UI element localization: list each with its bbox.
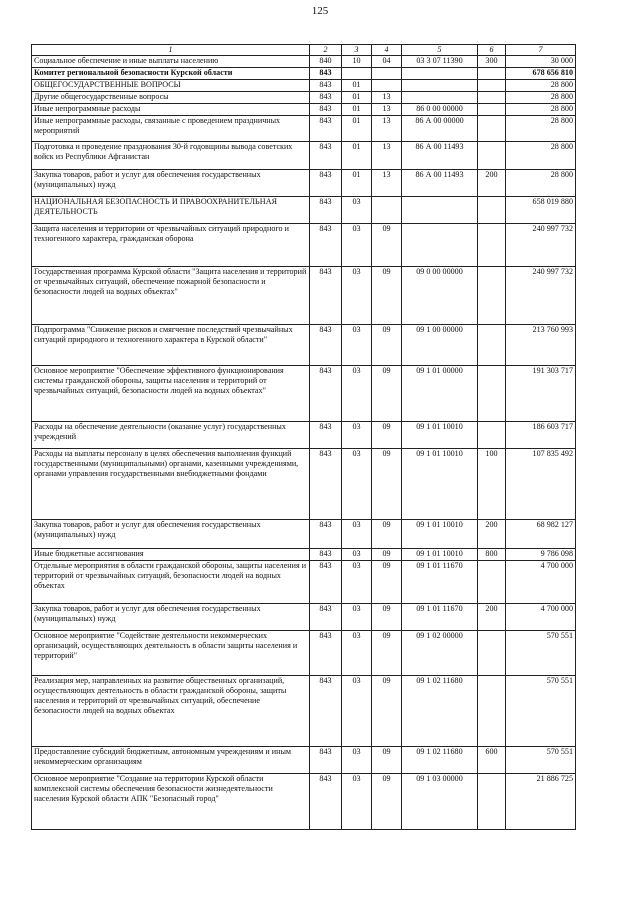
row-name-cell: Предоставление субсидий бюджетным, автономным учреждениям и иным некоммерческим организациям <box>32 747 310 774</box>
row-rz-cell: 03 <box>342 561 372 604</box>
row-name-cell: ОБЩЕГОСУДАРСТВЕННЫЕ ВОПРОСЫ <box>32 80 310 92</box>
row-sum-cell: 191 303 717 <box>506 366 576 422</box>
row-pr-cell: 09 <box>372 774 402 830</box>
table-row <box>32 116 576 142</box>
row-name-cell: Государственная программа Курской области "Защита населения и территорий от чрезвычайных ситуаций, обеспечение пожарной безопасности и безопасности людей на водных объектах" <box>32 267 310 325</box>
column-header: 2 <box>310 45 342 56</box>
table-row <box>32 170 576 197</box>
row-ved-cell: 843 <box>310 774 342 830</box>
row-ved-cell: 843 <box>310 92 342 104</box>
row-csr-cell: 09 1 01 11670 <box>402 561 478 604</box>
row-ved-cell: 843 <box>310 449 342 520</box>
row-pr-cell: 09 <box>372 449 402 520</box>
row-vr-cell: 800 <box>478 549 506 561</box>
row-name-cell: Расходы на обеспечение деятельности (оказание услуг) государственных учреждений <box>32 422 310 449</box>
row-name-cell: Комитет региональной безопасности Курской области <box>32 68 310 80</box>
table-header-row <box>32 45 576 56</box>
row-sum-cell: 28 800 <box>506 80 576 92</box>
column-header: 1 <box>32 45 310 56</box>
row-rz-cell: 01 <box>342 80 372 92</box>
row-ved-cell: 843 <box>310 422 342 449</box>
row-name-cell: Закупка товаров, работ и услуг для обеспечения государственных (муниципальных) нужд <box>32 604 310 631</box>
row-pr-cell <box>372 68 402 80</box>
row-sum-cell: 28 800 <box>506 92 576 104</box>
row-vr-cell <box>478 116 506 142</box>
row-rz-cell: 01 <box>342 142 372 170</box>
row-vr-cell: 200 <box>478 170 506 197</box>
row-sum-cell: 28 800 <box>506 142 576 170</box>
row-sum-cell: 240 997 732 <box>506 267 576 325</box>
row-name-cell: Иные непрограммные расходы, связанные с проведением праздничных мероприятий <box>32 116 310 142</box>
row-sum-cell: 28 800 <box>506 104 576 116</box>
row-sum-cell: 4 700 000 <box>506 561 576 604</box>
row-csr-cell: 09 1 01 10010 <box>402 549 478 561</box>
table-row <box>32 676 576 747</box>
row-pr-cell: 13 <box>372 92 402 104</box>
row-rz-cell: 01 <box>342 92 372 104</box>
row-rz-cell: 03 <box>342 422 372 449</box>
row-rz-cell: 01 <box>342 170 372 197</box>
row-rz-cell: 03 <box>342 325 372 366</box>
row-pr-cell: 04 <box>372 56 402 68</box>
row-sum-cell: 28 800 <box>506 170 576 197</box>
row-csr-cell: 09 1 01 00000 <box>402 366 478 422</box>
table-row <box>32 747 576 774</box>
row-vr-cell: 200 <box>478 520 506 549</box>
row-rz-cell: 01 <box>342 116 372 142</box>
row-csr-cell: 86 А 00 11493 <box>402 142 478 170</box>
row-pr-cell: 09 <box>372 676 402 747</box>
table-row <box>32 142 576 170</box>
row-ved-cell: 843 <box>310 549 342 561</box>
row-sum-cell: 28 800 <box>506 116 576 142</box>
row-vr-cell <box>478 68 506 80</box>
table-row <box>32 104 576 116</box>
row-rz-cell <box>342 68 372 80</box>
table-row <box>32 422 576 449</box>
row-rz-cell: 03 <box>342 267 372 325</box>
table-row <box>32 366 576 422</box>
row-rz-cell: 03 <box>342 520 372 549</box>
row-pr-cell: 09 <box>372 561 402 604</box>
table-row <box>32 604 576 631</box>
row-sum-cell: 570 551 <box>506 631 576 676</box>
column-header: 3 <box>342 45 372 56</box>
row-csr-cell: 09 1 02 11680 <box>402 676 478 747</box>
row-csr-cell: 09 1 01 11670 <box>402 604 478 631</box>
row-vr-cell: 300 <box>478 56 506 68</box>
row-ved-cell: 843 <box>310 366 342 422</box>
row-rz-cell: 03 <box>342 224 372 267</box>
column-header: 7 <box>506 45 576 56</box>
row-vr-cell <box>478 224 506 267</box>
row-name-cell: Иные бюджетные ассигнования <box>32 549 310 561</box>
row-csr-cell: 09 1 01 10010 <box>402 449 478 520</box>
row-name-cell: Основное мероприятие "Обеспечение эффективного функционирования системы гражданской обороны, защиты населения и территорий от чрезвычайных ситуаций, безопасности людей на водных объектах" <box>32 366 310 422</box>
row-pr-cell: 09 <box>372 422 402 449</box>
row-pr-cell: 13 <box>372 116 402 142</box>
row-name-cell: Защита населения и территории от чрезвычайных ситуаций природного и техногенного характера, гражданская оборона <box>32 224 310 267</box>
row-name-cell: Отдельные мероприятия в области гражданской обороны, защиты населения и территорий от чрезвычайных ситуаций, безопасности людей на водных объектах <box>32 561 310 604</box>
table-row <box>32 631 576 676</box>
row-name-cell: Закупка товаров, работ и услуг для обеспечения государственных (муниципальных) нужд <box>32 520 310 549</box>
row-vr-cell <box>478 422 506 449</box>
row-vr-cell <box>478 366 506 422</box>
table-row <box>32 267 576 325</box>
row-sum-cell: 678 656 810 <box>506 68 576 80</box>
row-vr-cell: 600 <box>478 747 506 774</box>
row-vr-cell <box>478 104 506 116</box>
row-sum-cell: 570 551 <box>506 747 576 774</box>
row-sum-cell: 107 835 492 <box>506 449 576 520</box>
row-sum-cell: 30 000 <box>506 56 576 68</box>
row-ved-cell: 843 <box>310 104 342 116</box>
row-csr-cell: 09 1 02 11680 <box>402 747 478 774</box>
row-vr-cell <box>478 631 506 676</box>
row-csr-cell: 09 1 03 00000 <box>402 774 478 830</box>
row-rz-cell: 03 <box>342 774 372 830</box>
row-ved-cell: 843 <box>310 170 342 197</box>
row-sum-cell: 570 551 <box>506 676 576 747</box>
row-vr-cell <box>478 92 506 104</box>
row-vr-cell: 100 <box>478 449 506 520</box>
table-row <box>32 325 576 366</box>
row-pr-cell: 09 <box>372 631 402 676</box>
table-row <box>32 774 576 830</box>
row-pr-cell: 09 <box>372 604 402 631</box>
row-ved-cell: 843 <box>310 520 342 549</box>
row-vr-cell <box>478 142 506 170</box>
row-sum-cell: 213 760 993 <box>506 325 576 366</box>
column-header: 5 <box>402 45 478 56</box>
row-ved-cell: 843 <box>310 80 342 92</box>
row-csr-cell: 09 1 00 00000 <box>402 325 478 366</box>
row-ved-cell: 843 <box>310 631 342 676</box>
row-rz-cell: 10 <box>342 56 372 68</box>
row-ved-cell: 843 <box>310 325 342 366</box>
row-ved-cell: 843 <box>310 197 342 224</box>
row-name-cell: Расходы на выплаты персоналу в целях обеспечения выполнения функций государственными (муниципальными) органами, казенными учреждениями, органами управления государственными внебюджетными фондами <box>32 449 310 520</box>
row-rz-cell: 03 <box>342 676 372 747</box>
row-pr-cell: 09 <box>372 267 402 325</box>
row-pr-cell: 09 <box>372 325 402 366</box>
table-row <box>32 449 576 520</box>
row-vr-cell <box>478 197 506 224</box>
row-name-cell: Основное мероприятие "Создание на территории Курской области комплексной системы обеспечения безопасности жизнедеятельности населения Курской области АПК "Безопасный город" <box>32 774 310 830</box>
row-csr-cell <box>402 80 478 92</box>
row-pr-cell: 13 <box>372 142 402 170</box>
table-row <box>32 80 576 92</box>
row-sum-cell: 68 982 127 <box>506 520 576 549</box>
row-sum-cell: 9 786 098 <box>506 549 576 561</box>
row-vr-cell <box>478 80 506 92</box>
table-row <box>32 92 576 104</box>
row-vr-cell <box>478 676 506 747</box>
row-name-cell: Подпрограмма "Снижение рисков и смягчение последствий чрезвычайных ситуаций природного и техногенного характера в Курской области" <box>32 325 310 366</box>
row-name-cell: Иные непрограммные расходы <box>32 104 310 116</box>
row-csr-cell: 86 0 00 00000 <box>402 104 478 116</box>
row-name-cell: Социальное обеспечение и иные выплаты населению <box>32 56 310 68</box>
row-rz-cell: 03 <box>342 549 372 561</box>
row-vr-cell <box>478 267 506 325</box>
row-ved-cell: 843 <box>310 116 342 142</box>
row-csr-cell: 86 А 00 11493 <box>402 170 478 197</box>
row-pr-cell: 13 <box>372 104 402 116</box>
row-rz-cell: 03 <box>342 747 372 774</box>
row-pr-cell: 09 <box>372 747 402 774</box>
row-pr-cell: 09 <box>372 520 402 549</box>
row-ved-cell: 843 <box>310 267 342 325</box>
row-rz-cell: 03 <box>342 366 372 422</box>
budget-table <box>31 44 576 830</box>
row-csr-cell: 09 1 02 00000 <box>402 631 478 676</box>
row-rz-cell: 03 <box>342 197 372 224</box>
table-row <box>32 224 576 267</box>
table-row <box>32 549 576 561</box>
row-rz-cell: 03 <box>342 449 372 520</box>
row-ved-cell: 843 <box>310 68 342 80</box>
row-csr-cell <box>402 197 478 224</box>
row-ved-cell: 843 <box>310 224 342 267</box>
row-pr-cell: 09 <box>372 224 402 267</box>
row-name-cell: Подготовка и проведение празднования 30-й годовщины вывода советских войск из Республики Афганистан <box>32 142 310 170</box>
row-sum-cell: 21 886 725 <box>506 774 576 830</box>
row-csr-cell <box>402 92 478 104</box>
row-rz-cell: 01 <box>342 104 372 116</box>
row-vr-cell <box>478 774 506 830</box>
row-ved-cell: 840 <box>310 56 342 68</box>
row-pr-cell <box>372 80 402 92</box>
row-name-cell: Основное мероприятие "Содействие деятельности некоммерческих организаций, осуществляющих деятельность в области защиты населения и территорий" <box>32 631 310 676</box>
row-rz-cell: 03 <box>342 631 372 676</box>
table-row <box>32 561 576 604</box>
table-row <box>32 520 576 549</box>
table-row <box>32 56 576 68</box>
table-row <box>32 68 576 80</box>
column-header: 4 <box>372 45 402 56</box>
row-pr-cell: 13 <box>372 170 402 197</box>
row-vr-cell <box>478 325 506 366</box>
row-ved-cell: 843 <box>310 561 342 604</box>
row-ved-cell: 843 <box>310 604 342 631</box>
row-rz-cell: 03 <box>342 604 372 631</box>
row-sum-cell: 186 603 717 <box>506 422 576 449</box>
row-name-cell: НАЦИОНАЛЬНАЯ БЕЗОПАСНОСТЬ И ПРАВООХРАНИТЕЛЬНАЯ ДЕЯТЕЛЬНОСТЬ <box>32 197 310 224</box>
row-name-cell: Реализация мер, направленных на развитие общественных организаций, осуществляющих деятельность в области гражданской обороны, защиты населения и территорий от чрезвычайных ситуаций, обеспечение безопасности людей на водных объектах <box>32 676 310 747</box>
row-ved-cell: 843 <box>310 747 342 774</box>
row-csr-cell: 03 3 07 11390 <box>402 56 478 68</box>
row-csr-cell <box>402 68 478 80</box>
row-ved-cell: 843 <box>310 142 342 170</box>
row-csr-cell <box>402 224 478 267</box>
row-name-cell: Другие общегосударственные вопросы <box>32 92 310 104</box>
row-sum-cell: 4 700 000 <box>506 604 576 631</box>
row-csr-cell: 86 А 00 00000 <box>402 116 478 142</box>
row-csr-cell: 09 0 00 00000 <box>402 267 478 325</box>
row-pr-cell: 09 <box>372 366 402 422</box>
table-row <box>32 197 576 224</box>
row-vr-cell: 200 <box>478 604 506 631</box>
row-csr-cell: 09 1 01 10010 <box>402 520 478 549</box>
row-pr-cell: 09 <box>372 549 402 561</box>
row-sum-cell: 240 997 732 <box>506 224 576 267</box>
row-csr-cell: 09 1 01 10010 <box>402 422 478 449</box>
row-sum-cell: 658 019 880 <box>506 197 576 224</box>
row-name-cell: Закупка товаров, работ и услуг для обеспечения государственных (муниципальных) нужд <box>32 170 310 197</box>
page-number: 125 <box>311 5 329 17</box>
row-ved-cell: 843 <box>310 676 342 747</box>
row-pr-cell <box>372 197 402 224</box>
row-vr-cell <box>478 561 506 604</box>
column-header: 6 <box>478 45 506 56</box>
